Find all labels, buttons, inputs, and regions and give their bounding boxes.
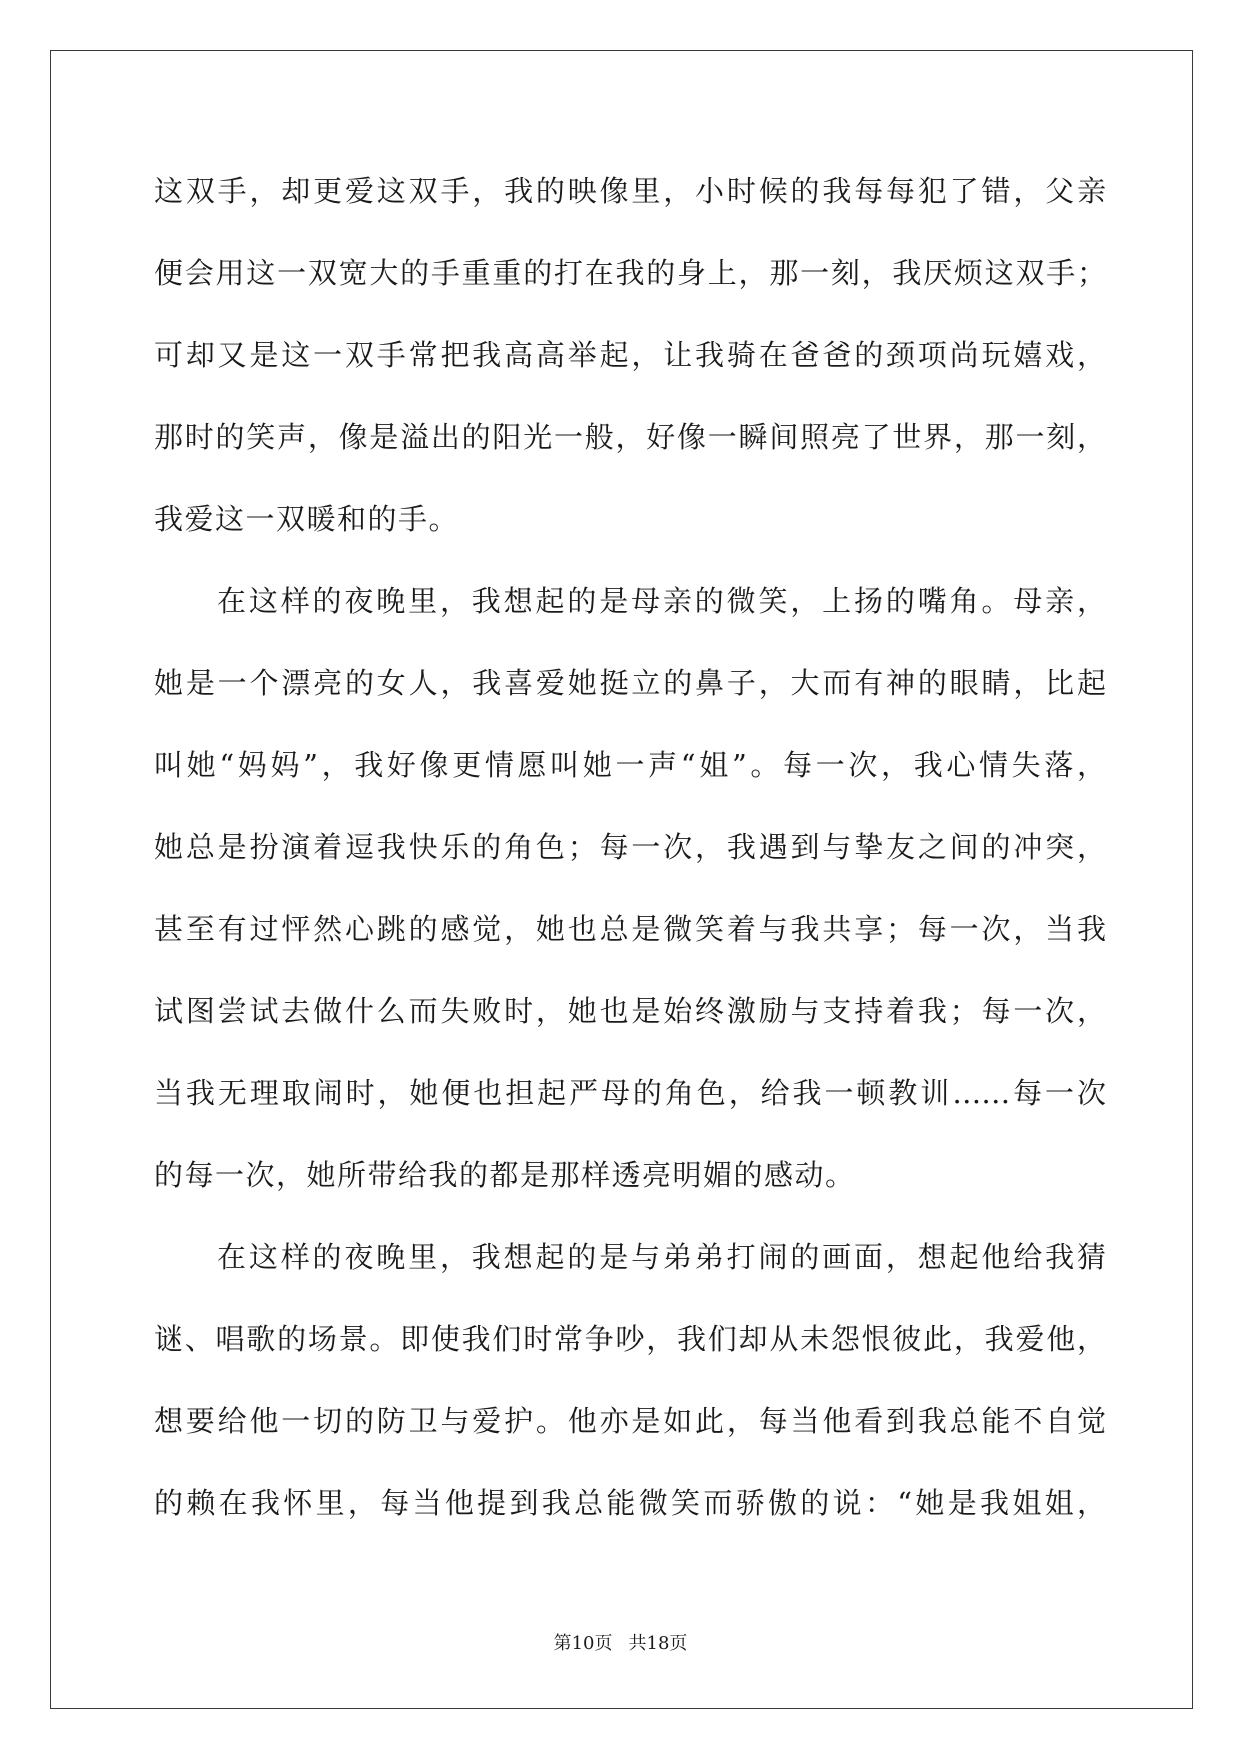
text-line: 的赖在我怀里，每当他提到我总能微笑而骄傲的说：“她是我姐姐， bbox=[154, 1486, 1106, 1520]
page-footer bbox=[0, 1632, 1241, 1656]
text-line: 这双手，却更爱这双手，我的映像里，小时候的我每每犯了错，父亲 bbox=[154, 174, 1106, 208]
text-line: 可却又是这一双手常把我高高举起，让我骑在爸爸的颈项尚玩嬉戏， bbox=[154, 338, 1106, 372]
text-line: 的每一次，她所带给我的都是那样透亮明媚的感动。 bbox=[154, 1158, 856, 1192]
total-pages: 共18页 bbox=[628, 1633, 688, 1654]
text-line: 那时的笑声，像是溢出的阳光一般，好像一瞬间照亮了世界，那一刻， bbox=[154, 420, 1106, 454]
text-line: 谜、唱歌的场景。即使我们时常争吵，我们却从未怨恨彼此，我爱他， bbox=[154, 1322, 1106, 1356]
text-line: 我爱这一双暖和的手。 bbox=[154, 502, 460, 536]
paragraph bbox=[154, 1216, 1106, 1544]
text-line: 在这样的夜晚里，我想起的是与弟弟打闹的画面，想起他给我猜 bbox=[217, 1240, 1106, 1274]
text-line: 便会用这一双宽大的手重重的打在我的身上，那一刻，我厌烦这双手； bbox=[154, 256, 1106, 290]
text-line: 想要给他一切的防卫与爱护。他亦是如此，每当他看到我总能不自觉 bbox=[154, 1404, 1106, 1438]
text-line: 试图尝试去做什么而失败时，她也是始终激励与支持着我；每一次， bbox=[154, 994, 1106, 1028]
page-number: 第10页 bbox=[553, 1633, 613, 1654]
text-line: 她总是扮演着逗我快乐的角色；每一次，我遇到与挚友之间的冲突， bbox=[154, 830, 1106, 864]
text-line: 在这样的夜晚里，我想起的是母亲的微笑，上扬的嘴角。母亲， bbox=[217, 584, 1106, 618]
text-line: 当我无理取闹时，她便也担起严母的角色，给我一顿教训……每一次 bbox=[154, 1076, 1106, 1110]
text-line: 她是一个漂亮的女人，我喜爱她挺立的鼻子，大而有神的眼睛，比起 bbox=[154, 666, 1106, 700]
document-body bbox=[154, 150, 1106, 1544]
paragraph bbox=[154, 150, 1106, 560]
paragraph bbox=[154, 560, 1106, 1216]
text-line: 叫她“妈妈”，我好像更情愿叫她一声“姐”。每一次，我心情失落， bbox=[154, 748, 1106, 782]
text-line: 甚至有过怦然心跳的感觉，她也总是微笑着与我共享；每一次，当我 bbox=[154, 912, 1106, 946]
